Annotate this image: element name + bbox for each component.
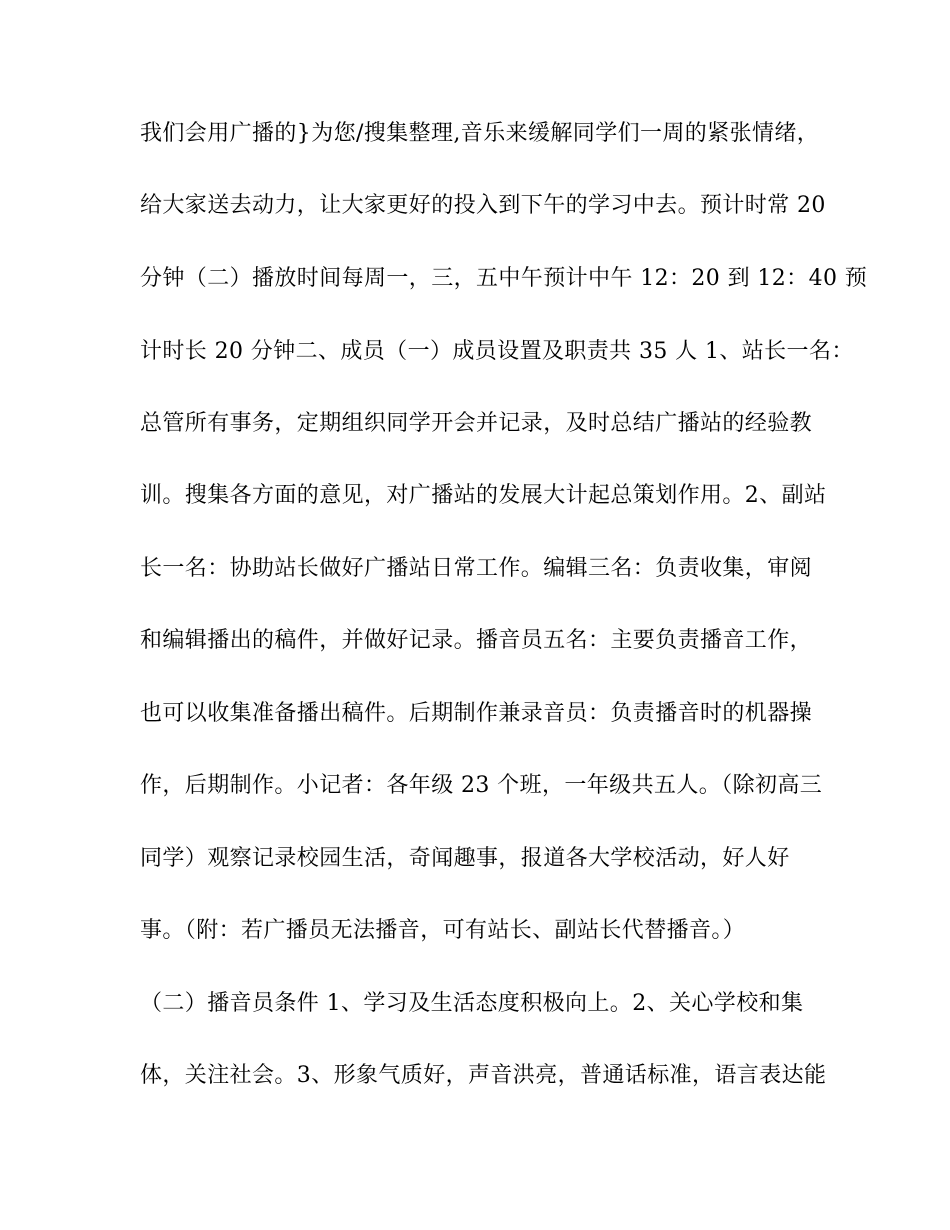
- text-line: 给大家送去动力，让大家更好的投入到下午的学习中去。预计时常 20: [140, 193, 826, 218]
- text-line: 事。（附：若广播员无法播音，可有站长、副站长代替播音。）: [140, 918, 746, 943]
- text-line: 训。搜集各方面的意见，对广播站的发展大计起总策划作用。2、副站: [140, 483, 827, 508]
- text-line: 长一名：协助站长做好广播站日常工作。编辑三名：负责收集，审阅: [140, 556, 813, 581]
- text-line: 我们会用广播的}为您/搜集整理,音乐来缓解同学们一周的紧张情绪，: [140, 121, 820, 146]
- text-line: 分钟（二）播放时间每周一，三，五中午预计中午 12：20 到 12：40 预: [140, 266, 868, 291]
- text-line: 也可以收集准备播出稿件。后期制作兼录音员：负责播音时的机器操: [140, 701, 813, 726]
- text-line: 计时长 20 分钟二、成员（一）成员设置及职责共 35 人 1、站长一名：: [140, 339, 854, 364]
- text-line: （二）播音员条件 1、学习及生活态度积极向上。2、关心学校和集: [140, 991, 804, 1016]
- text-line: 同学）观察记录校园生活，奇闻趣事，报道各大学校活动，好人好: [140, 846, 790, 871]
- text-line: 和编辑播出的稿件，并做好记录。播音员五名：主要负责播音工作，: [140, 628, 813, 653]
- text-line: 体，关注社会。3、形象气质好，声音洪亮，普通话标准，语言表达能: [140, 1063, 827, 1088]
- text-line: 作，后期制作。小记者：各年级 23 个班，一年级共五人。（除初高三: [140, 773, 823, 798]
- text-line: 总管所有事务，定期组织同学开会并记录，及时总结广播站的经验教: [140, 411, 813, 436]
